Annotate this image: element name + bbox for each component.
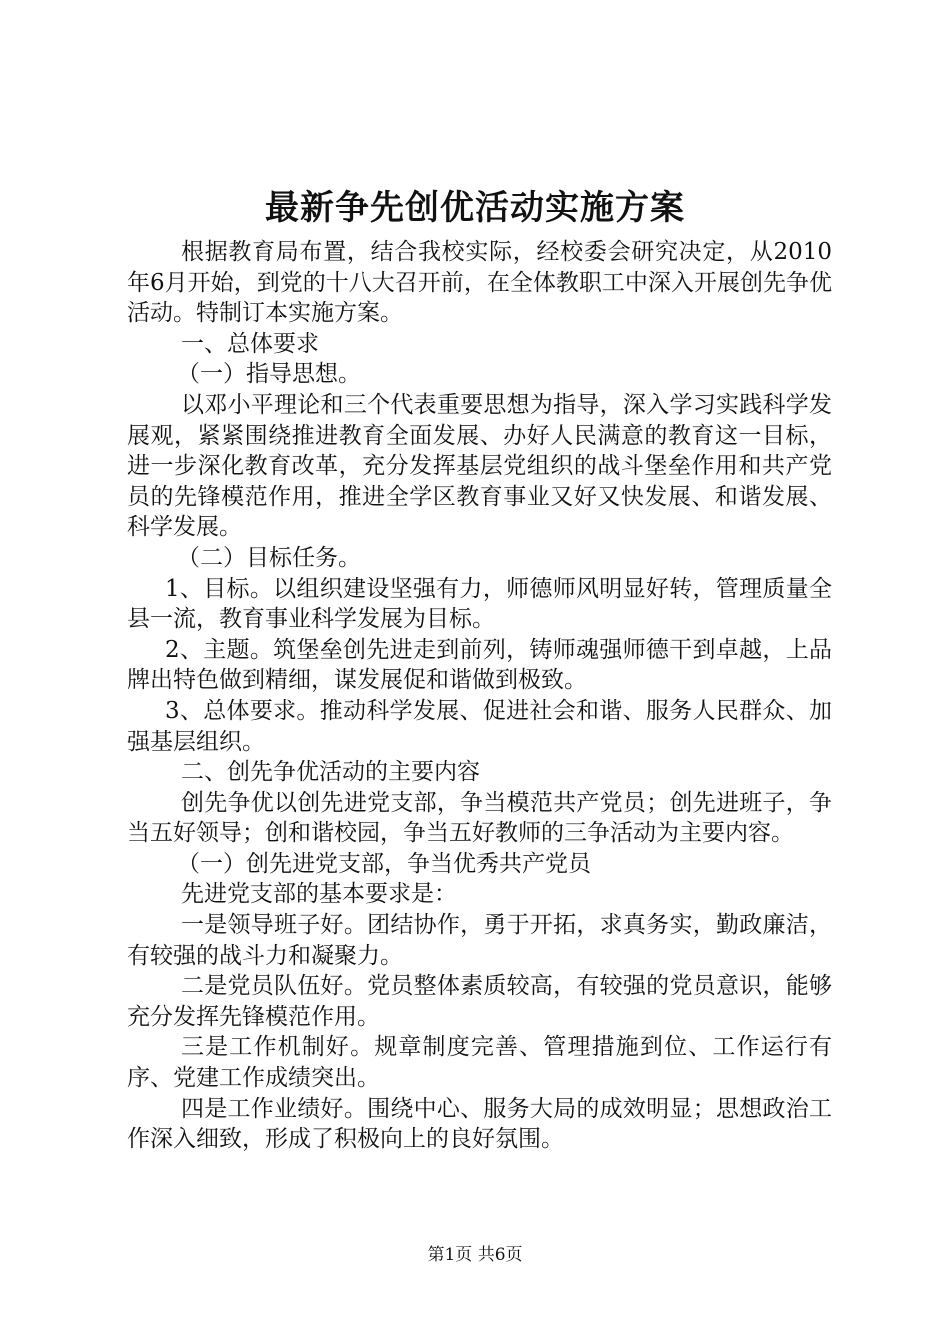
section-heading-2: 二、创先争优活动的主要内容 xyxy=(181,759,480,786)
requirement-1: 一是领导班子好。团结协作，勇于开拓，求真务实，勤政廉洁，有较强的战斗力和凝聚力。 xyxy=(127,912,832,969)
intro-paragraph: 根据教育局布置，结合我校实际，经校委会研究决定，从2010年6月开始，到党的十八大召开前，在全体教职工中深入开展创先争优活动。特制订本实施方案。 xyxy=(127,239,832,327)
document-title: 最新争先创优活动实施方案 xyxy=(265,188,685,228)
goal-item-3: 3、总体要求。推动科学发展、促进社会和谐、服务人民群众、加强基层组织。 xyxy=(127,697,832,755)
requirements-intro: 先进党支部的基本要求是： xyxy=(181,881,457,908)
goal-item-1: 1、目标。以组织建设坚强有力，师德师风明显好转，管理质量全县一流，教育事业科学发展为目标。 xyxy=(127,575,832,633)
guiding-thought-paragraph: 以邓小平理论和三个代表重要思想为指导，深入学习实践科学发展观，紧紧围绕推进教育全面发展、办好人民满意的教育这一目标，进一步深化教育改革，充分发挥基层党组织的战斗堡垒作用和共产党员的先锋模范作用，推进全学区教育事业又好又快发展、和谐发展、科学发展。 xyxy=(127,391,832,541)
requirement-3: 三是工作机制好。规章制度完善、管理措施到位、工作运行有序、党建工作成绩突出。 xyxy=(127,1034,832,1092)
subsection-guiding-thought: （一）指导思想。 xyxy=(177,361,361,388)
subsection-goals: （二）目标任务。 xyxy=(177,544,361,571)
requirement-4: 四是工作业绩好。围绕中心、服务大局的成效明显；思想政治工作深入细致，形成了积极向上的良好氛围。 xyxy=(127,1095,832,1153)
subsection-party-branch: （一）创先进党支部，争当优秀共产党员 xyxy=(177,850,591,877)
requirement-2: 二是党员队伍好。党员整体素质较高，有较强的党员意识，能够充分发挥先锋模范作用。 xyxy=(127,973,832,1030)
goal-item-2: 2、主题。筑堡垒创先进走到前列，铸师魂强师德干到卓越，上品牌出特色做到精细，谋发展促和谐做到极致。 xyxy=(127,636,832,694)
page-footer: 第1页 共6页 xyxy=(427,1245,523,1265)
document-body xyxy=(127,237,832,1155)
section-heading-1: 一、总体要求 xyxy=(181,330,319,357)
main-content-paragraph: 创先争优以创先进党支部，争当模范共产党员；创先进班子，争当五好领导；创和谐校园，争当五好教师的三争活动为主要内容。 xyxy=(127,789,832,847)
